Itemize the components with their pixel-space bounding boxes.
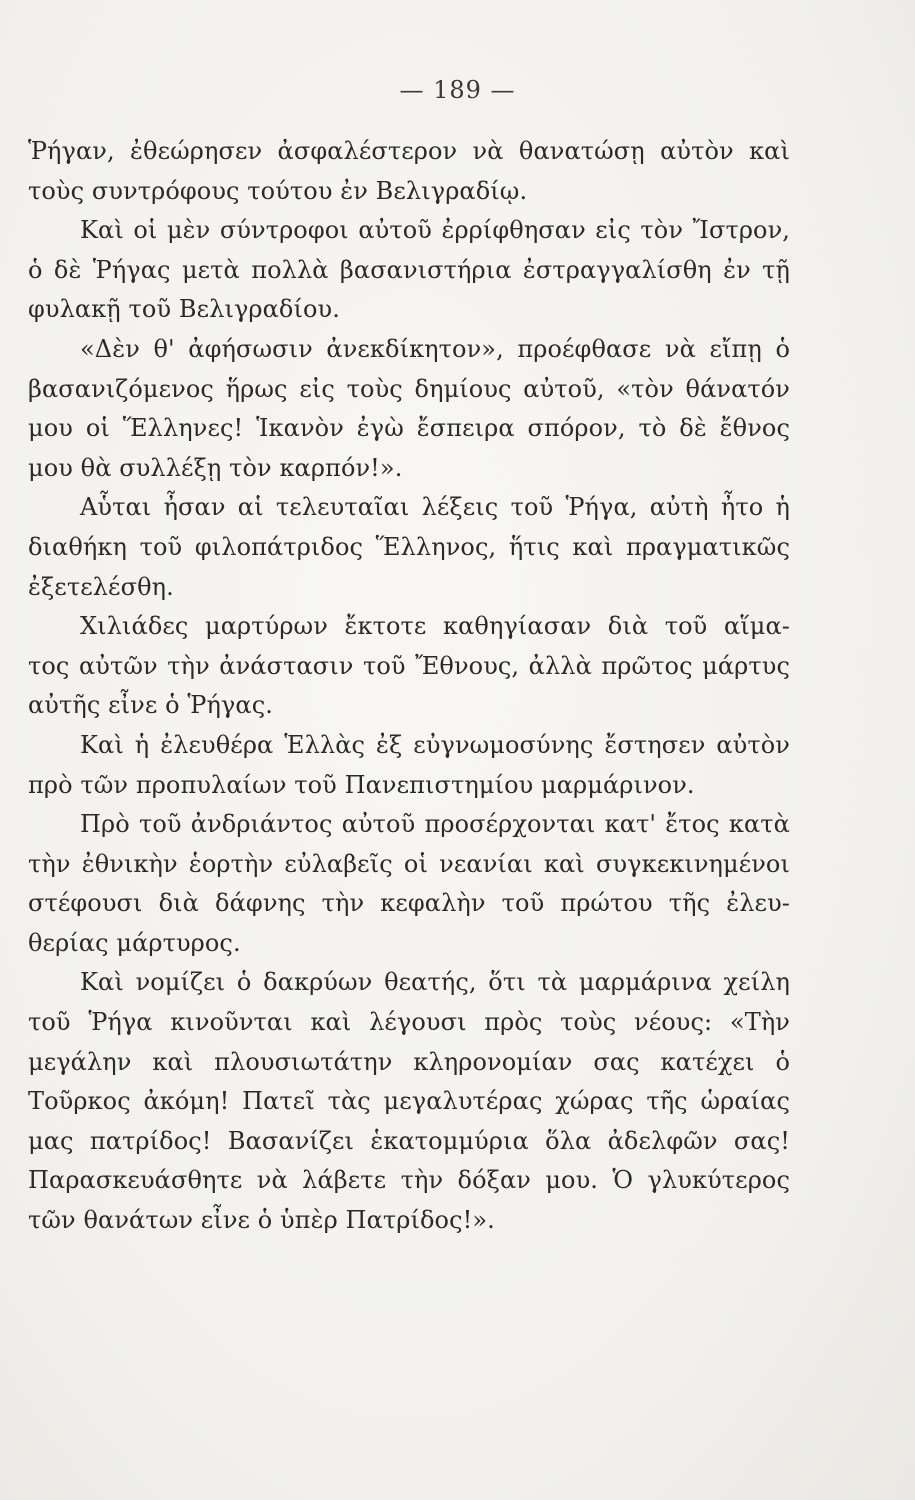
text-line: μου θὰ συλλέξῃ τὸν καρπόν!». [28,453,403,482]
text-line: Αὗται ἦσαν αἱ τελευταῖαι λέξεις τοῦ Ῥήγα, αὐτὴ ἦτο ἡ [80,493,790,522]
text-line: ὁ δὲ Ῥήγας μετὰ πολλὰ βασανιστήρια ἐστραγγαλίσθη ἐν τῇ [28,255,790,284]
text-line: βασανιζόμενος ἥρως εἰς τοὺς δημίους αὐτοῦ, «τὸν θάνατόν [28,374,790,403]
text-line: Πρὸ τοῦ ἀνδριάντος αὐτοῦ προσέρχονται κατ' ἔτος κατὰ [80,810,790,839]
text-line: «Δὲν θ' ἀφήσωσιν ἀνεκδίκητον», προέφθασε νὰ εἴπῃ ὁ [80,334,790,363]
body-text [28,132,790,1241]
text-line: μεγάλην καὶ πλουσιωτάτην κληρονομίαν σας κατέχει ὁ [28,1047,790,1076]
text-line: Παρασκευάσθητε νὰ λάβετε τὴν δόξαν μου. Ὁ γλυκύτερος [28,1166,790,1195]
text-line: στέφουσι διὰ δάφνης τὴν κεφαλὴν τοῦ πρώτου τῆς ἐλευ- [28,889,790,918]
text-line: τῶν θανάτων εἶνε ὁ ὑπὲρ Πατρίδος!». [28,1206,495,1235]
text-line: τος αὐτῶν τὴν ἀνάστασιν τοῦ Ἔθνους, ἀλλὰ πρῶτος μάρτυς [28,651,790,680]
text-line: φυλακῇ τοῦ Βελιγραδίου. [28,295,340,324]
text-line: Καὶ οἱ μὲν σύντροφοι αὐτοῦ ἐρρίφθησαν εἰς τὸν Ἴστρον, [80,216,790,245]
text-line: τοὺς συντρόφους τούτου ἐν Βελιγραδίῳ. [28,176,528,205]
text-line: Χιλιάδες μαρτύρων ἔκτοτε καθηγίασαν διὰ τοῦ αἵμα- [80,612,790,641]
text-line: αὐτῆς εἶνε ὁ Ῥήγας. [28,691,273,720]
text-line: τὴν ἐθνικὴν ἑορτὴν εὐλαβεῖς οἱ νεανίαι καὶ συγκεκινημένοι [28,849,790,878]
text-line: θερίας μάρτυρος. [28,928,241,957]
text-line: μου οἱ Ἕλληνες! Ἱκανὸν ἐγὼ ἔσπειρα σπόρον, τὸ δὲ ἔθνος [28,414,790,443]
text-line: ἐξετελέσθη. [28,572,174,601]
text-line: διαθήκη τοῦ φιλοπάτριδος Ἕλληνος, ἥτις καὶ πραγματικῶς [28,532,790,561]
text-line: Καὶ ἡ ἐλευθέρα Ἑλλὰς ἐξ εὐγνωμοσύνης ἔστησεν αὐτὸν [80,730,790,759]
text-line: Τοῦρκος ἀκόμη! Πατεῖ τὰς μεγαλυτέρας χώρας τῆς ὡραίας [28,1087,790,1116]
text-line: Καὶ νομίζει ὁ δακρύων θεατής, ὅτι τὰ μαρμάρινα χείλη [80,968,790,997]
text-line: μας πατρίδος! Βασανίζει ἑκατομμύρια ὅλα ἀδελφῶν σας! [28,1126,790,1155]
text-line: πρὸ τῶν προπυλαίων τοῦ Πανεπιστημίου μαρμάρινον. [28,770,695,799]
page-number: — 189 — [399,76,516,104]
text-line: Ῥήγαν, ἐθεώρησεν ἀσφαλέστερον νὰ θανατώσῃ αὐτὸν καὶ [28,137,790,165]
text-line: τοῦ Ῥήγα κινοῦνται καὶ λέγουσι πρὸς τοὺς νέους: «Τὴν [28,1008,790,1037]
